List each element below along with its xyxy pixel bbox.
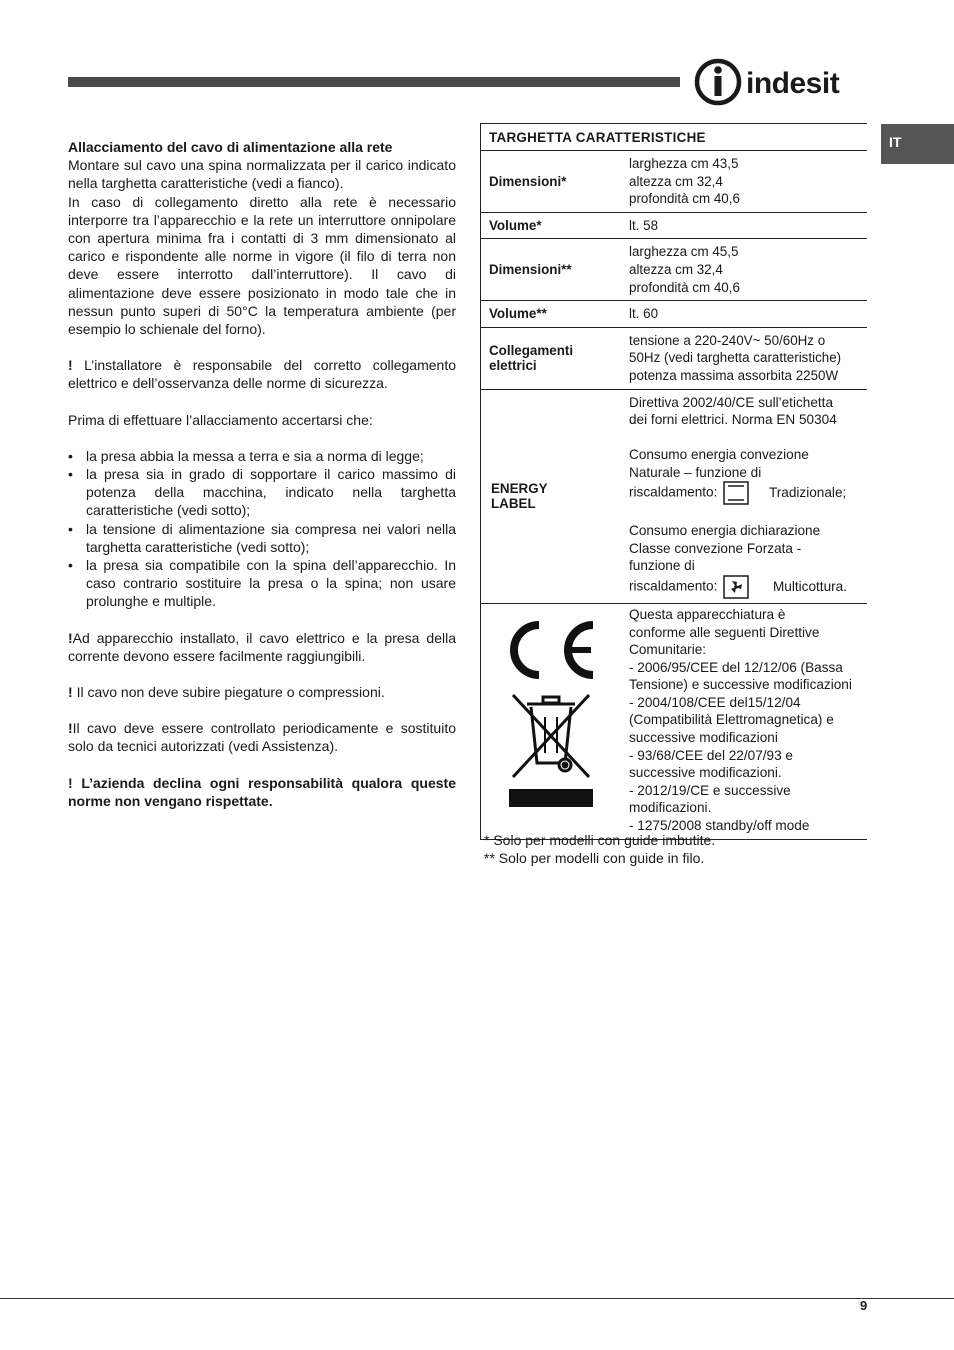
volume-value: lt. 60 <box>620 301 867 328</box>
intro-checklist: Prima di effettuare l’allacciamento accertarsi che: <box>68 411 373 428</box>
certification-marks <box>481 603 621 839</box>
conventional-oven-icon <box>723 481 749 505</box>
energy-directive: Direttiva 2002/40/CE sull’etichetta dei forni elettrici. Norma EN 50304 <box>629 394 837 428</box>
warning-liability: ! L’azienda declina ogni responsabilità qualora queste norme non vengano rispettate. <box>68 774 456 809</box>
dimensions-label: Dimensioni* <box>481 151 621 213</box>
table-row <box>481 239 868 301</box>
page-number: 9 <box>860 1298 868 1313</box>
spec-table <box>480 123 867 840</box>
warning-installer: ! L’installatore è responsabile del corretto collegamento elettrico e dell’osservanza delle norme di sicurezza. <box>68 357 456 392</box>
weee-bar-icon <box>509 789 593 807</box>
list-item: • la presa abbia la messa a terra e sia a norma di legge; <box>68 447 456 465</box>
warning-check: !Il cavo deve essere controllato periodicamente e sostituito solo da tecnici autorizzati (vedi Assistenza). <box>68 720 456 755</box>
installation-text <box>68 138 456 810</box>
electrical-label: Collegamenti elettrici <box>481 327 621 389</box>
energy-value <box>620 389 867 603</box>
table-row <box>481 389 868 603</box>
footer-rule <box>0 1298 954 1299</box>
paragraph-direct-connection: In caso di collegamento diretto alla rete è necessario interporre tra l’apparecchio e la rete un interruttore onnipolare con apertura minima fra i contatti di 3 mm dimensionato al carico e rispondente alle norme in vigore (il filo di terra non deve essere interrotto dall’interruttore). Il cavo di alimentazione deve essere posizionato in modo tale che in nessun punto superi di 50°C la temperatura ambiente (per esempio lo schienale del forno). <box>68 193 456 338</box>
list-item: • la tensione di alimentazione sia compresa nei valori nella targhetta caratteristiche (vedi sotto); <box>68 520 456 556</box>
energy-natural: Consumo energia convezione Naturale – funzione di riscaldamento: Tradizionale; <box>629 446 863 505</box>
volume-value: lt. 58 <box>620 212 867 239</box>
dimensions-label: Dimensioni** <box>481 239 621 301</box>
energy-label: ENERGY LABEL <box>481 389 621 603</box>
weee-bin-icon <box>513 695 589 777</box>
electrical-value: tensione a 220-240V~ 50/60Hz o 50Hz (vedi targhetta caratteristiche) potenza massima assorbita 2250W <box>620 327 867 389</box>
checklist <box>68 447 456 611</box>
volume-label: Volume* <box>481 212 621 239</box>
language-tab: IT <box>881 124 954 164</box>
table-row <box>481 327 868 389</box>
dimensions-value: larghezza cm 45,5 altezza cm 32,4 profondità cm 40,6 <box>620 239 867 301</box>
list-item: • la presa sia in grado di sopportare il carico massimo di potenza della macchina, indicato nella targhetta caratteristiche (vedi sotto); <box>68 465 456 520</box>
volume-label: Volume** <box>481 301 621 328</box>
fan-oven-icon <box>723 575 749 599</box>
table-row <box>481 212 868 239</box>
directives-value: Questa apparecchiatura è conforme alle seguenti Direttive Comunitarie: - 2006/95/CEE del 12/12/06 (Bassa Tensione) e successive modificazioni - 2004/108/CEE del15/12/04 (Compatibilità Elettromagnetica) e successive modificazioni - 93/68/CEE del 22/07/93 e successive modificazioni. - 2012/19/CE e successive modificazioni. - 1275/2008 standby/off mode <box>620 603 867 839</box>
header-rule <box>68 77 680 87</box>
table-row <box>481 603 868 839</box>
footnote: ** Solo per modelli con guide in filo. <box>484 850 705 866</box>
section-heading: Allacciamento del cavo di alimentazione alla rete <box>68 139 393 155</box>
footnote: * Solo per modelli con guide imbutite. <box>484 832 716 848</box>
energy-forced: Consumo energia dichiarazione Classe convezione Forzata - funzione di riscaldamento: Multicottura. <box>629 522 863 599</box>
dimensions-value: larghezza cm 43,5 altezza cm 32,4 profondità cm 40,6 <box>620 151 867 213</box>
warning-accessible: !Ad apparecchio installato, il cavo elettrico e la presa della corrente devono essere facilmente raggiungibili. <box>68 629 456 664</box>
table-row <box>481 301 868 328</box>
table-row <box>481 151 868 213</box>
paragraph-plug: Montare sul cavo una spina normalizzata per il carico indicato nella targhetta caratteristiche (vedi a fianco). <box>68 157 456 192</box>
spec-table-title: TARGHETTA CARATTERISTICHE <box>481 124 868 151</box>
footnotes <box>484 831 715 867</box>
brand-wordmark: indesit <box>746 67 840 100</box>
warning-bending: ! Il cavo non deve subire piegature o compressioni. <box>68 684 385 701</box>
list-item: • la presa sia compatibile con la spina dell’apparecchio. In caso contrario sostituire la presa o la spina; non usare prolunghe e multiple. <box>68 556 456 611</box>
ce-weee-marks <box>487 605 615 815</box>
indesit-logo <box>694 58 870 106</box>
ce-mark-icon <box>514 625 593 675</box>
